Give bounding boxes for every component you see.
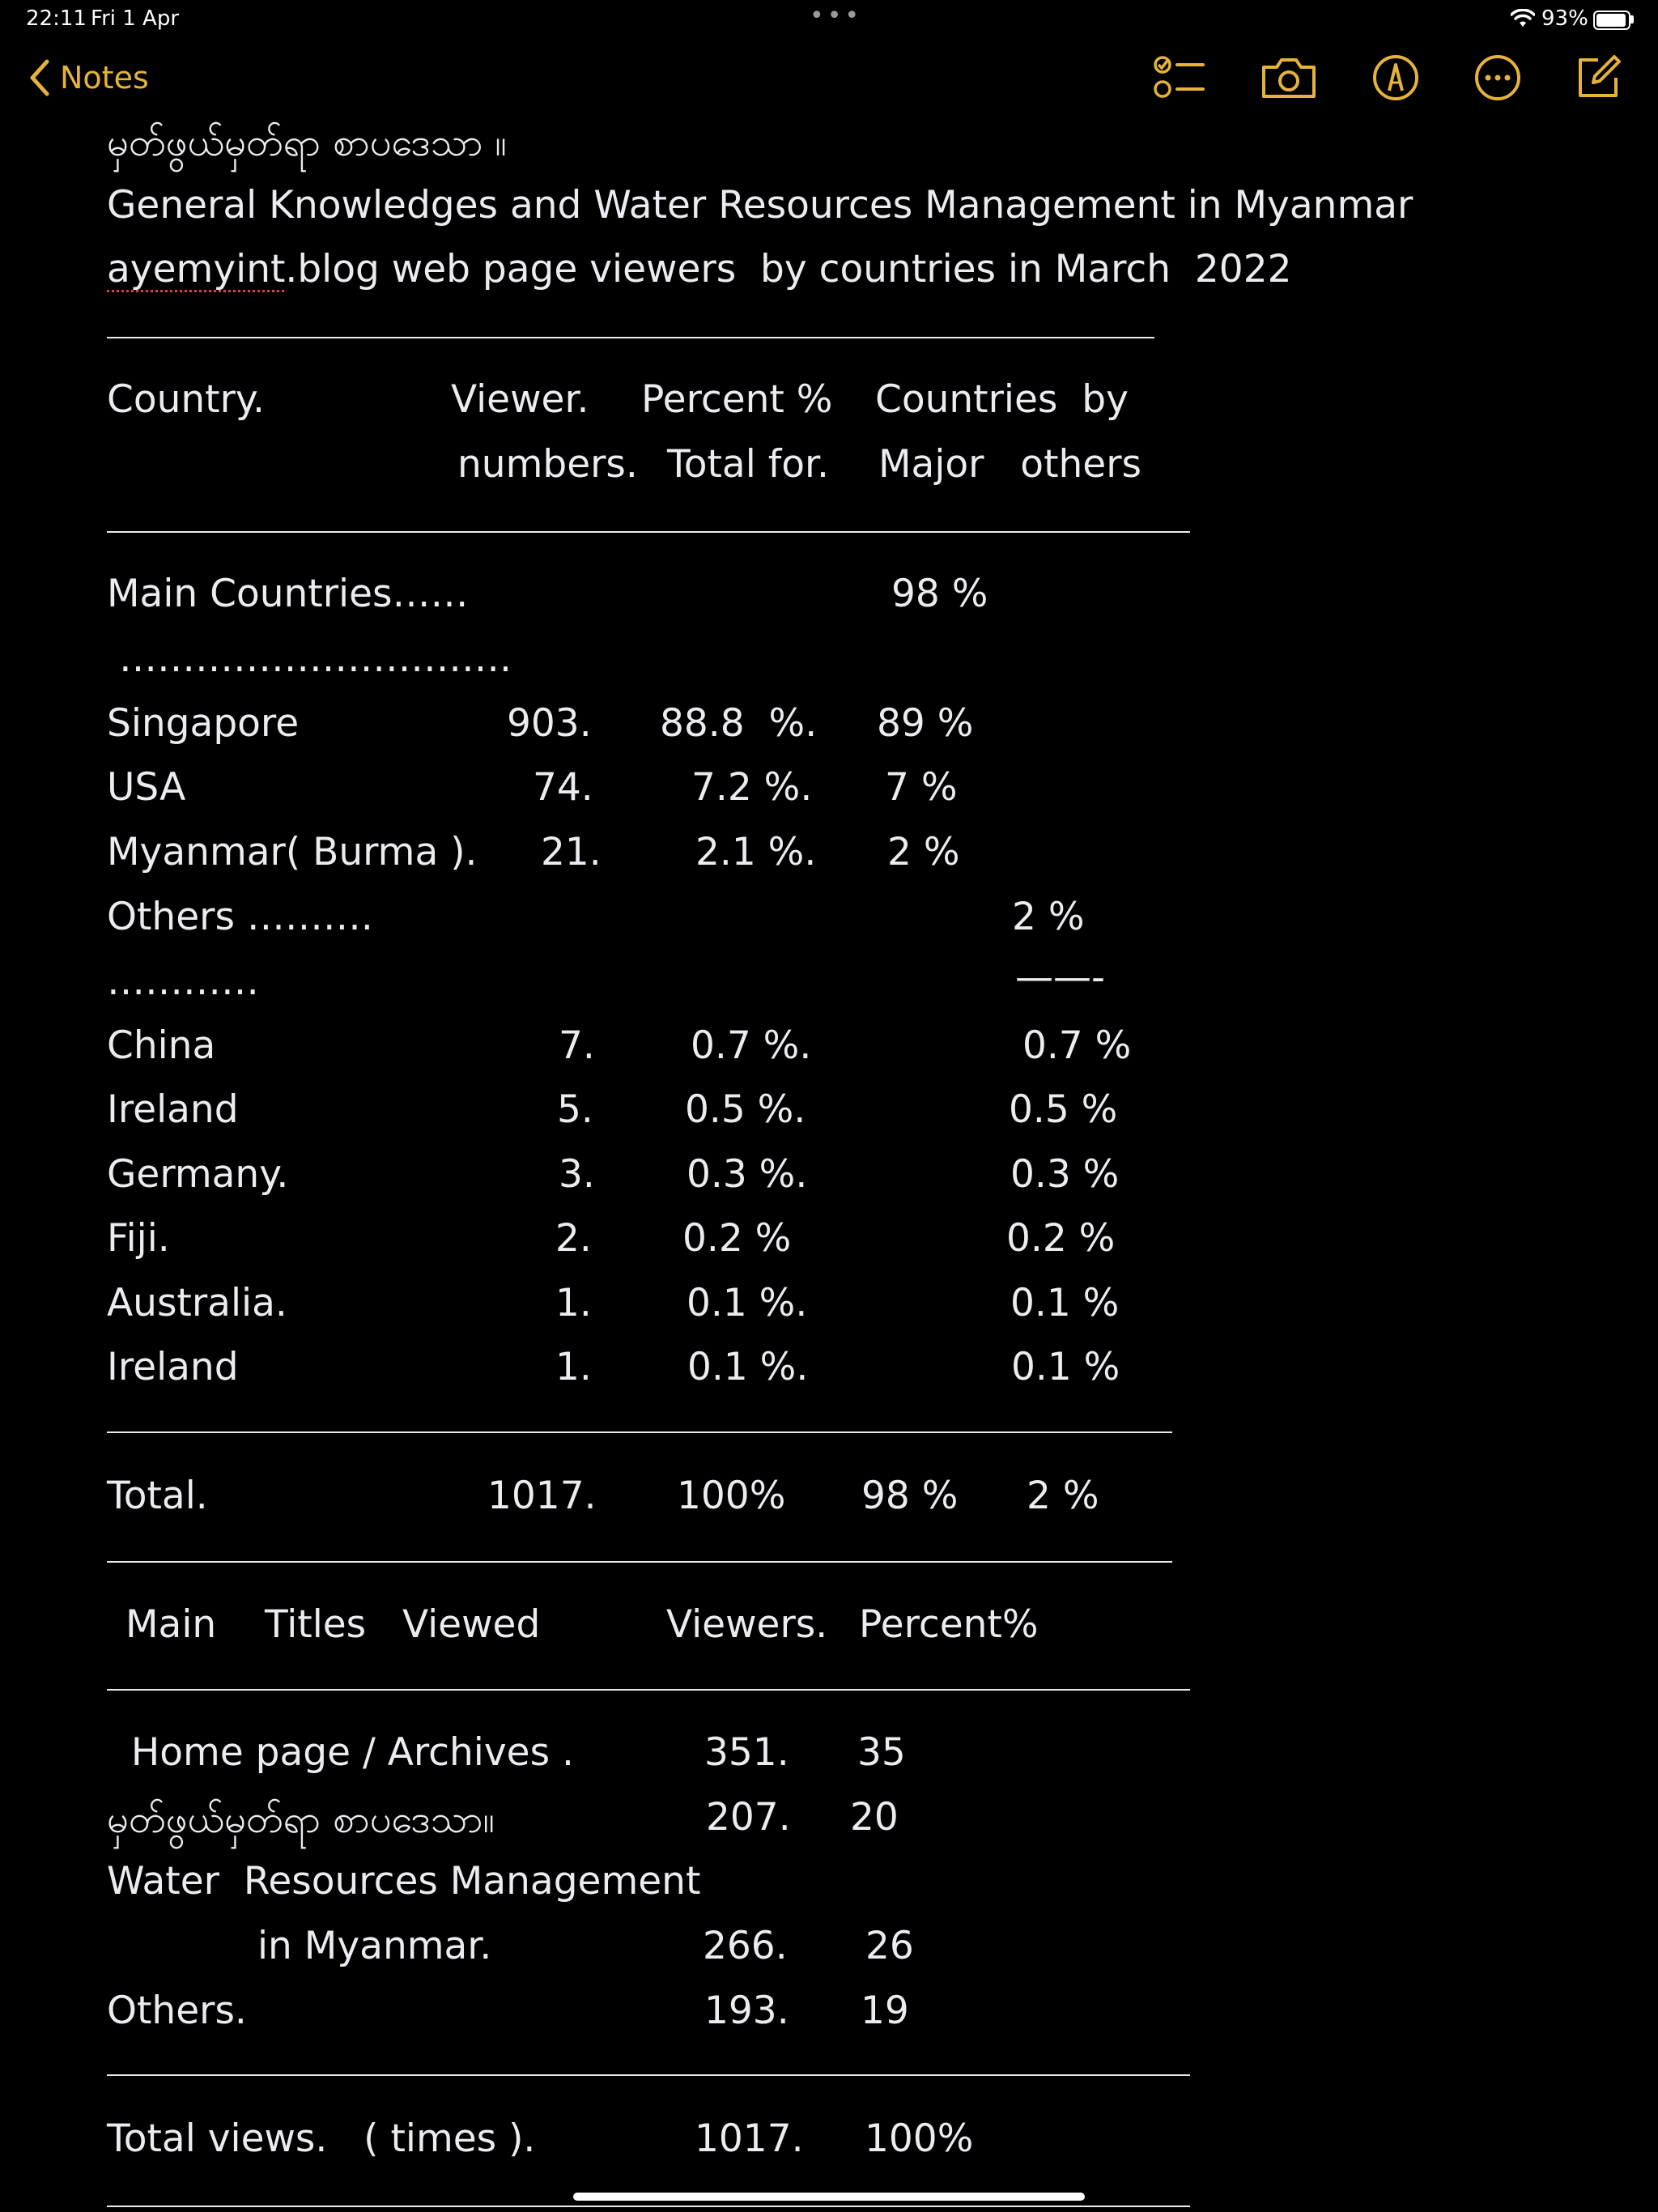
total-label: Total. — [107, 1474, 208, 1518]
country-name: Ireland — [107, 1345, 239, 1389]
title-percent: 35 — [857, 1730, 906, 1775]
viewer-percent: 7.2 %. — [691, 765, 813, 810]
header-percent-2: Total for. — [667, 442, 829, 487]
camera-icon — [1261, 56, 1317, 100]
main-countries-label: Main Countries…… — [107, 572, 469, 616]
others-label: Others ………. — [107, 895, 373, 939]
header-percent: Percent% — [859, 1602, 1039, 1647]
title-percent: 20 — [850, 1795, 899, 1840]
viewer-percent: 0.5 %. — [685, 1087, 806, 1132]
divider — [107, 337, 1154, 338]
total-views-count: 1017. — [695, 2116, 804, 2161]
divider — [107, 1431, 1172, 1433]
viewer-count: 903. — [507, 701, 592, 746]
viewer-count: 21. — [541, 830, 602, 874]
viewer-percent: 0.7 %. — [691, 1023, 812, 1068]
title-row-continued: in Myanmar. — [257, 1924, 492, 1968]
checklist-button[interactable] — [1148, 50, 1209, 105]
total-others: 2 % — [1027, 1474, 1099, 1518]
viewer-count: 74. — [533, 765, 593, 810]
viewer-count: 7. — [559, 1023, 595, 1068]
country-name: Singapore — [107, 701, 300, 746]
main-countries-pct: 98 % — [891, 572, 988, 616]
viewer-count: 1. — [555, 1281, 592, 1325]
compose-button[interactable] — [1567, 50, 1629, 105]
note-subtitle: General Knowledges and Water Resources Management in Myanmar — [107, 183, 1414, 228]
title-viewers: 351. — [704, 1730, 789, 1775]
title-row: မှတ်ဖွယ်မှတ်ရာ စာပဒေသာ။ — [107, 1797, 495, 1842]
header-titles: Main Titles Viewed — [125, 1602, 541, 1647]
misspelled-word[interactable]: ayemyint — [107, 247, 286, 291]
major-share: 2 % — [887, 830, 960, 874]
header-viewer-2: numbers. — [457, 442, 638, 487]
country-name: Ireland — [107, 1087, 239, 1132]
others-share: 0.5 % — [1009, 1087, 1118, 1132]
header-countries-2: Major others — [878, 442, 1142, 487]
header-percent: Percent % — [641, 377, 833, 422]
divider — [107, 2074, 1190, 2076]
total-viewers: 1017. — [487, 1474, 597, 1518]
country-name: Fiji. — [107, 1216, 170, 1261]
more-button[interactable] — [1467, 50, 1528, 105]
title-row: Home page / Archives . — [107, 1730, 574, 1775]
total-views-label: Total views. ( times ). — [107, 2116, 536, 2161]
total-percent: 100% — [677, 1474, 786, 1518]
divider — [107, 2206, 1190, 2207]
viewer-percent: 0.1 %. — [687, 1281, 808, 1325]
title-viewers: 207. — [706, 1795, 791, 1840]
viewer-percent: 88.8 %. — [660, 701, 818, 746]
divider — [107, 531, 1190, 533]
viewer-percent: 0.1 %. — [687, 1345, 809, 1389]
dotted-line: …………………………. — [107, 636, 512, 681]
others-share: 0.7 % — [1010, 1023, 1132, 1068]
ellipsis-circle-icon — [1473, 53, 1522, 102]
country-name: Myanmar( Burma ). — [107, 830, 478, 874]
major-share: 7 % — [885, 765, 958, 810]
back-button[interactable] — [29, 53, 149, 102]
viewer-count: 2. — [555, 1216, 592, 1261]
others-dash: ——- — [1015, 955, 1105, 1000]
viewer-percent: 2.1 %. — [695, 830, 817, 874]
divider — [107, 1561, 1172, 1563]
others-share: 0.1 % — [1011, 1345, 1120, 1389]
status-date: Fri 1 Apr — [91, 6, 180, 31]
header-country: Country. — [107, 377, 265, 422]
header-countries: Countries by — [875, 377, 1129, 422]
others-share: 0.1 % — [1010, 1281, 1120, 1325]
dotted-line: ………… — [107, 959, 259, 1004]
total-major: 98 % — [861, 1474, 959, 1518]
viewer-percent: 0.2 % — [682, 1216, 792, 1261]
country-name: Australia. — [107, 1281, 287, 1325]
note-title-burmese: မှတ်ဖွယ်မှတ်ရာ စာပဒေသာ ။ — [107, 121, 507, 165]
others-share: 0.2 % — [1006, 1216, 1116, 1261]
compose-icon — [1574, 53, 1622, 102]
viewer-count: 5. — [557, 1087, 593, 1132]
status-bar — [0, 0, 1658, 39]
markup-button[interactable] — [1365, 50, 1426, 105]
camera-button[interactable] — [1258, 50, 1320, 105]
total-views-percent: 100% — [865, 2116, 974, 2161]
title-percent: 19 — [861, 1989, 909, 2033]
title-row: Water Resources Management — [107, 1859, 701, 1904]
status-time: 22:11 — [26, 6, 87, 31]
back-label: Notes — [60, 60, 149, 96]
battery-percent: 93% — [1541, 6, 1588, 31]
checklist-icon — [1153, 53, 1205, 102]
battery-icon — [1593, 11, 1630, 30]
viewer-percent: 0.3 %. — [687, 1152, 808, 1197]
note-viewers-line: ayemyint.blog web page viewers by countries in March 2022 — [107, 247, 1292, 291]
pen-markup-icon — [1371, 53, 1420, 102]
chevron-left-icon — [29, 59, 50, 96]
country-name: USA — [107, 765, 186, 810]
wifi-icon — [1511, 9, 1535, 28]
title-percent: 26 — [865, 1924, 914, 1968]
title-viewers: 193. — [704, 1989, 789, 2033]
country-name: Germany. — [107, 1152, 289, 1197]
header-viewers: Viewers. — [666, 1602, 828, 1647]
title-row: Others. — [107, 1989, 247, 2033]
country-name: China — [107, 1023, 216, 1068]
others-share: 0.3 % — [1010, 1152, 1120, 1197]
header-viewer: Viewer. — [451, 377, 589, 422]
title-viewers: 266. — [703, 1924, 788, 1968]
viewer-count: 1. — [555, 1345, 592, 1389]
multitasking-dots[interactable]: ••• — [810, 2, 863, 30]
home-indicator[interactable] — [573, 2193, 1085, 2201]
others-pct: 2 % — [1012, 895, 1085, 939]
viewer-count: 3. — [559, 1152, 595, 1197]
divider — [107, 1689, 1190, 1691]
major-share: 89 % — [877, 701, 974, 746]
